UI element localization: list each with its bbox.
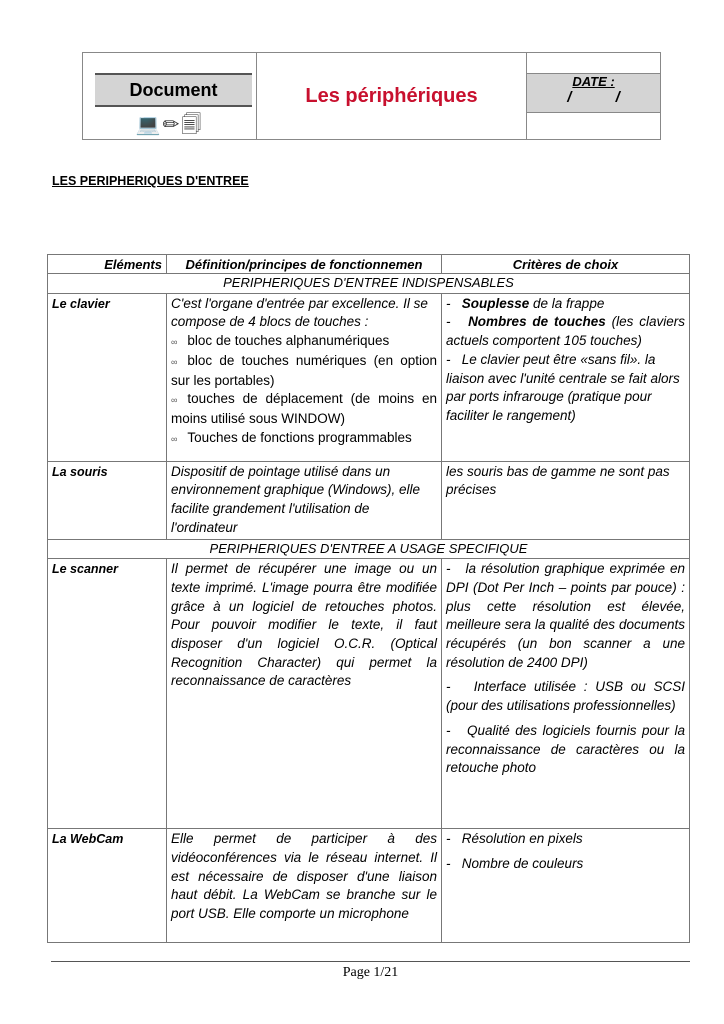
definition-cell: Il permet de récupérer une image ou un texte imprimé. L'image pourra être modifiée grâce à un logiciel de retouches photos. Pour pouvoir modifier le texte, il faut disposer d'un logiciel O.C.R. (Optical Recognition Character) qui permet la reconnaissance de caractères bbox=[167, 559, 442, 829]
col-header-definition: Définition/principes de fonctionnemen bbox=[167, 255, 442, 274]
criteria-text: Qualité des logiciels fournis pour la reconnaissance de caractères ou la retouche photo bbox=[446, 722, 685, 776]
criteria-bold: Nombres de touches bbox=[468, 314, 606, 330]
criteria-cell bbox=[442, 829, 690, 943]
criteria-text: Résolution en pixels bbox=[461, 831, 583, 847]
date-value: / / bbox=[567, 89, 620, 106]
criteria-item: - Nombres de touches (les claviers actuels comportent 105 touches) bbox=[446, 314, 686, 349]
doc-label: Document bbox=[95, 73, 252, 107]
element-name: La souris bbox=[48, 461, 167, 539]
list-item bbox=[171, 390, 437, 428]
criteria-text: Nombre de couleurs bbox=[461, 855, 584, 871]
document-header bbox=[82, 52, 661, 140]
table-row bbox=[48, 293, 690, 461]
criteria-item: - Le clavier peut être «sans fil». la liaison avec l'unité centrale se fait alors par ports infrarouge (pratique pour faciliter le rangement) bbox=[446, 351, 680, 423]
bullet-icon: ∞ bbox=[171, 337, 178, 348]
computer-icon: 💻 bbox=[135, 114, 163, 136]
section-title: LES PERIPHERIQUES D'ENTREE bbox=[52, 174, 249, 188]
col-header-elements: Eléments bbox=[48, 255, 167, 274]
bullet-icon: ∞ bbox=[171, 356, 178, 367]
list-item bbox=[171, 352, 437, 390]
header-title-cell bbox=[257, 53, 527, 139]
criteria-text: de la frappe bbox=[529, 295, 605, 311]
criteria-item: - Résolution en pixels bbox=[446, 831, 583, 847]
table-row bbox=[48, 829, 690, 943]
criteria-text: la résolution graphique exprimée en DPI (Dot Per Inch – points par pouce) : plus cette résolution est élevée, meilleure sera la qualité des documents récupérés (un bon scanner a une résolution de 2400 DPI) bbox=[446, 561, 686, 670]
page-footer bbox=[51, 961, 690, 981]
header-date-cell bbox=[527, 53, 660, 139]
definition-cell bbox=[167, 293, 442, 461]
header-doc-cell bbox=[83, 53, 257, 139]
list-item-text: touches de déplacement (de moins en moins utilisé sous WINDOW) bbox=[171, 391, 437, 426]
criteria-text: Le clavier peut être «sans fil». la liaison avec l'unité centrale se fait alors par ports infrarouge (pratique pour faciliter le rangement) bbox=[446, 351, 680, 423]
criteria-text: Interface utilisée : USB ou SCSI (pour des utilisations professionnelles) bbox=[446, 679, 686, 714]
page-number: Page 1/21 bbox=[342, 965, 399, 980]
category-row: PERIPHERIQUES D'ENTREE A USAGE SPECIFIQUE bbox=[48, 539, 690, 559]
col-header-criteria: Critères de choix bbox=[442, 255, 690, 274]
criteria-cell: les souris bas de gamme ne sont pas précises bbox=[442, 461, 690, 539]
page-title: Les périphériques bbox=[305, 85, 478, 107]
criteria-item: - la résolution graphique exprimée en DPI (Dot Per Inch – points par pouce) : plus cette résolution est élevée, meilleure sera la qualité des documents récupérés (un bon scanner a une résolution de 2400 DPI) bbox=[446, 561, 686, 670]
pencil-icon: ✏ bbox=[162, 114, 182, 136]
criteria-item: - Souplesse de la frappe bbox=[446, 295, 605, 311]
list-item-text: Touches de fonctions programmables bbox=[187, 429, 412, 445]
element-name: La WebCam bbox=[48, 829, 167, 943]
criteria-cell bbox=[442, 559, 690, 829]
peripherals-table bbox=[47, 254, 690, 943]
criteria-item: - Nombre de couleurs bbox=[446, 855, 584, 871]
criteria-text: (les claviers actuels comportent 105 touches) bbox=[446, 314, 686, 349]
table-row bbox=[48, 461, 690, 539]
definition-text: C'est l'organe d'entrée par excellence. Il se compose de 4 blocs de touches : bbox=[171, 295, 428, 330]
table-row bbox=[48, 559, 690, 829]
element-name: Le clavier bbox=[48, 293, 167, 461]
criteria-cell bbox=[442, 293, 690, 461]
category-row: PERIPHERIQUES D'ENTREE INDISPENSABLES bbox=[48, 274, 690, 294]
criteria-bold: Souplesse bbox=[461, 295, 530, 311]
element-name: Le scanner bbox=[48, 559, 167, 829]
criteria-item: - Qualité des logiciels fournis pour la reconnaissance de caractères ou la retouche photo bbox=[446, 722, 685, 776]
list-item bbox=[171, 429, 437, 449]
documents-icon: 🗐 bbox=[181, 114, 204, 136]
criteria-item: - Interface utilisée : USB ou SCSI (pour des utilisations professionnelles) bbox=[446, 679, 686, 714]
list-item-text: bloc de touches alphanumériques bbox=[187, 333, 390, 349]
bullet-icon: ∞ bbox=[171, 433, 178, 444]
date-label: DATE : bbox=[572, 74, 615, 89]
definition-cell: Elle permet de participer à des vidéoconférences via le réseau internet. Il est nécessaire de disposer d'une liaison haut débit. La WebCam se branche sur le port USB. Elle comporte un microphone bbox=[167, 829, 442, 943]
bullet-icon: ∞ bbox=[171, 395, 178, 406]
list-item-text: bloc de touches numériques (en option sur les portables) bbox=[171, 352, 437, 388]
list-item bbox=[171, 332, 437, 352]
definition-cell: Dispositif de pointage utilisé dans un environnement graphique (Windows), elle facilite grandement l'utilisation de l'ordinateur bbox=[167, 461, 442, 539]
